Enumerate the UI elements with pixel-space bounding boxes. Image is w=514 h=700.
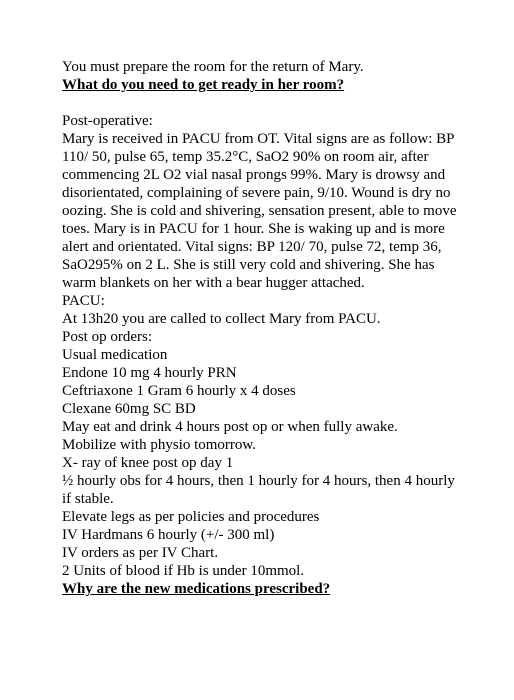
order-line: Usual medication [62,347,168,363]
order-line: ½ hourly obs for 4 hours, then 1 hourly for 4 hours, then 4 hourly if stable. [62,473,455,507]
order-line: 2 Units of blood if Hb is under 10mmol. [62,563,305,579]
order-line: IV orders as per IV Chart. [62,545,219,561]
order-line: X- ray of knee post op day 1 [62,455,234,471]
question-room-preparation: What do you need to get ready in her room? [62,77,345,93]
question-medications: Why are the new medications prescribed? [62,581,331,597]
orders-heading: Post op orders: [62,329,152,345]
order-line: IV Hardmans 6 hourly (+/- 300 ml) [62,527,275,543]
postop-paragraph: Mary is received in PACU from OT. Vital signs are as follow: BP 110/ 50, pulse 65, temp 35.2°C, SaO2 90% on room air, after commencing 2L O2 vial nasal prongs 99%. Mary is drowsy and disorientated, complaining of severe pain, 9/10. Wound is dry no oozing. She is cold and shivering, sensation present, able to move toes. Mary is in PACU for 1 hour. She is waking up and is more alert and orientated. Vital signs: BP 120/ 70, pulse 72, temp 36, SaO295% on 2 L. She is still very cold and shivering. She has warm blankets on her with a bear hugger attached. [62,131,457,291]
order-line: Mobilize with physio tomorrow. [62,437,257,453]
pacu-heading: PACU: [62,293,105,309]
intro-text: You must prepare the room for the return of Mary. [62,59,364,75]
paragraph-spacer [62,94,462,112]
document-body [62,58,462,598]
order-line: Ceftriaxone 1 Gram 6 hourly x 4 doses [62,383,296,399]
order-line: May eat and drink 4 hours post op or when fully awake. [62,419,398,435]
order-line: Endone 10 mg 4 hourly PRN [62,365,237,381]
order-line: Clexane 60mg SC BD [62,401,196,417]
pacu-text: At 13h20 you are called to collect Mary from PACU. [62,311,381,327]
order-line: Elevate legs as per policies and procedures [62,509,320,525]
postop-heading: Post-operative: [62,113,153,129]
